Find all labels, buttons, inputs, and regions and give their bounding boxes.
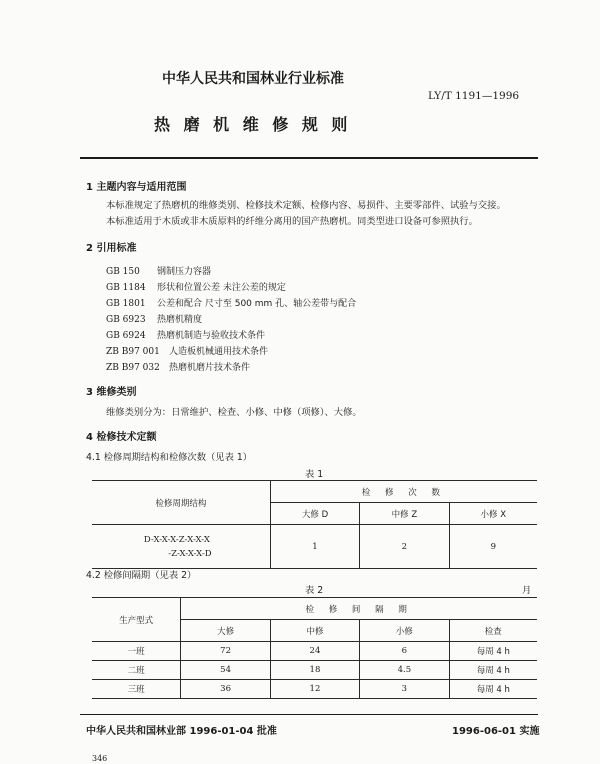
table-row [92,642,537,661]
table-1-caption: 表 1 [305,469,324,480]
table-cell: 18 [270,661,359,680]
table-cell: 9 [449,525,537,569]
row-label: 三班 [92,680,181,699]
table-2-unit: 月 [522,585,532,596]
table-2-group-header [181,598,537,620]
table-cell: 72 [181,642,270,661]
implementation-date: 1996-06-01 实施 [452,726,540,737]
reference-code: ZB B97 032 [106,363,160,373]
table-cell: 每周 4 h [449,680,537,699]
reference-code: GB 6924 [106,331,146,341]
reference-code: GB 1184 [106,283,146,293]
column-header: 大修 [181,620,270,642]
table-cell: 12 [270,680,359,699]
subsection-4-1-heading: 4.1 检修周期结构和检修次数（见表 1） [86,452,253,463]
approval-statement: 中华人民共和国林业部 1996-01-04 批准 [86,726,277,737]
table-2-caption: 表 2 [305,585,324,596]
page-number: 346 [92,754,108,763]
cycle-structure-line-2: -Z-X-X-X-D [168,548,212,559]
table-cell: 4.5 [360,661,449,680]
row-label: 二班 [92,661,181,680]
table-1-group-header [270,481,537,503]
reference-title: 形状和位置公差 未注公差的规定 [157,283,286,293]
table-2 [92,597,537,699]
table-1 [92,480,537,569]
reference-title: 公差和配合 尺寸至 500 mm 孔、轴公差带与配合 [157,299,357,309]
section-3-paragraph: 维修类别分为：日常维护、检查、小修、中修（项修）、大修。 [106,407,362,418]
document-title: 热 磨 机 维 修 规 则 [154,115,352,134]
table-row [92,661,537,680]
table-cell: 1 [270,525,359,569]
table-cell: 54 [181,661,270,680]
reference-title: 热磨机精度 [157,315,203,325]
table-cell: 每周 4 h [449,661,537,680]
table-row [92,680,537,699]
reference-title: 热磨机制造与验收技术条件 [157,331,266,341]
section-3-heading: 3 维修类别 [86,387,137,398]
group-header-text: 检 修 次 数 [361,487,446,498]
footer-rule [80,714,538,715]
reference-item [106,312,202,325]
section-4-heading: 4 检修技术定额 [86,432,157,443]
table-cell: 36 [181,680,270,699]
column-header: 小修 [360,620,449,642]
reference-item [106,360,250,373]
reference-title: 人造板机械通用技术条件 [169,347,269,357]
reference-code: GB 150 [106,267,140,277]
subsection-4-2-heading: 4.2 检修间隔期（见表 2） [86,570,197,581]
table-cell: 每周 4 h [449,642,537,661]
column-header: 中修 [270,620,359,642]
column-header: 检查 [449,620,537,642]
cycle-structure-line-1: D-X-X-X-Z-X-X-X [143,534,210,545]
group-header-text: 检 修 间 隔 期 [305,604,413,615]
reference-item [106,264,211,277]
section-1-paragraph-2: 本标准适用于木质或非木质原料的纤维分离用的国产热磨机。同类型进口设备可参照执行。 [106,216,478,227]
reference-code: ZB B97 001 [106,347,160,357]
row-label: 一班 [92,642,181,661]
reference-code: GB 6923 [106,315,146,325]
column-header: 小修 X [449,503,537,525]
section-2-heading: 2 引用标准 [86,243,137,254]
standard-number: LY/T 1191—1996 [428,90,520,102]
table-cell: 3 [360,680,449,699]
reference-code: GB 1801 [106,299,146,309]
reference-item [106,328,265,341]
column-header: 大修 D [270,503,359,525]
table-cell: 2 [360,525,449,569]
reference-item [106,280,286,293]
header-rule [80,157,538,159]
section-1-heading: 1 主题内容与适用范围 [86,182,187,193]
table-2-row-header: 生产型式 [92,598,181,642]
table-cell: 6 [360,642,449,661]
reference-item [106,344,268,357]
reference-item [106,296,356,309]
column-header: 中修 Z [360,503,449,525]
section-1-paragraph-1: 本标准规定了热磨机的维修类别、检修技术定额、检修内容、易损件、主要零部件、试验与交接。 [106,200,506,211]
reference-title: 热磨机磨片技术条件 [169,363,251,373]
table-1-row-header: 检修周期结构 [92,481,270,525]
issuing-authority-title: 中华人民共和国林业行业标准 [162,71,344,87]
cycle-structure-cell [92,525,270,569]
reference-title: 钢制压力容器 [157,267,212,277]
table-cell: 24 [270,642,359,661]
